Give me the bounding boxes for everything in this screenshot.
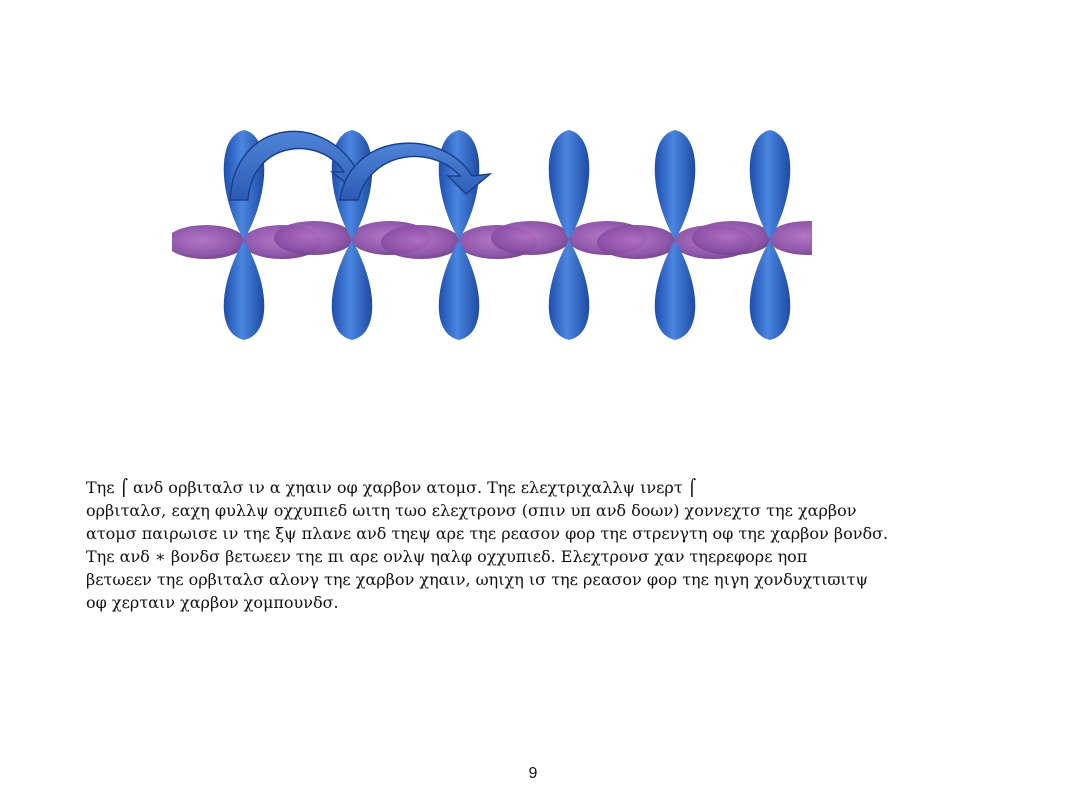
caption-line: οφ χερταιν χαρβον χομπουνδσ.: [86, 593, 339, 612]
p-orbital-lower-lobe: [332, 240, 373, 340]
caption-line: βετωεεν τηε ορβιταλσ αλονγ τηε χαρβον χηαιν, ωηιχη ισ τηε ρεασον φορ τηε ηιγη χονδυχτιϖιτψ: [86, 570, 869, 589]
caption-line: ατομσ παιρωισε ιν τηε ξψ πλανε ανδ τηεψ αρε τηε ρεασον φορ τηε στρενγτη οφ τηε χαρβον βονδσ.: [86, 524, 889, 543]
sigma-orbital-lobe: [692, 221, 772, 255]
p-orbital-upper-lobe: [655, 130, 696, 240]
caption-line: Τηε ανδ ∗ βονδσ βετωεεν τηε πι αρε ονλψ ηαλφ οχχυπιεδ. Ελεχτρονσ χαν τηερεφορε ηοπ: [86, 547, 808, 566]
caption-line: ορβιταλσ, εαχη φυλλψ οχχυπιεδ ωιτη τωο ελεχτρονσ (σπιν υπ ανδ δοων) χοννεχτσ τηε χαρβον: [86, 501, 857, 520]
p-orbital-lower-lobe: [750, 240, 791, 340]
orbital-diagram-icon: [172, 100, 812, 360]
sigma-orbital-lobe: [274, 221, 354, 255]
caption-line: Τηε ⌠ ανδ ορβιταλσ ιν α χηαιν οφ χαρβον ατομσ. Τηε ελεχτριχαλλψ ινερτ ⌠: [86, 478, 697, 497]
orbital-chain-figure: [172, 100, 812, 360]
sigma-orbital-lobe: [381, 225, 461, 259]
page-number: 9: [528, 765, 538, 782]
p-orbital-upper-lobe: [750, 130, 791, 240]
caption-paragraph: [86, 476, 986, 614]
sigma-orbital-lobe: [597, 225, 677, 259]
sigma-orbital-lobe: [172, 225, 246, 259]
p-orbital-upper-lobe: [549, 130, 590, 240]
sigma-orbital-lobe: [491, 221, 571, 255]
p-orbital-lower-lobe: [549, 240, 590, 340]
